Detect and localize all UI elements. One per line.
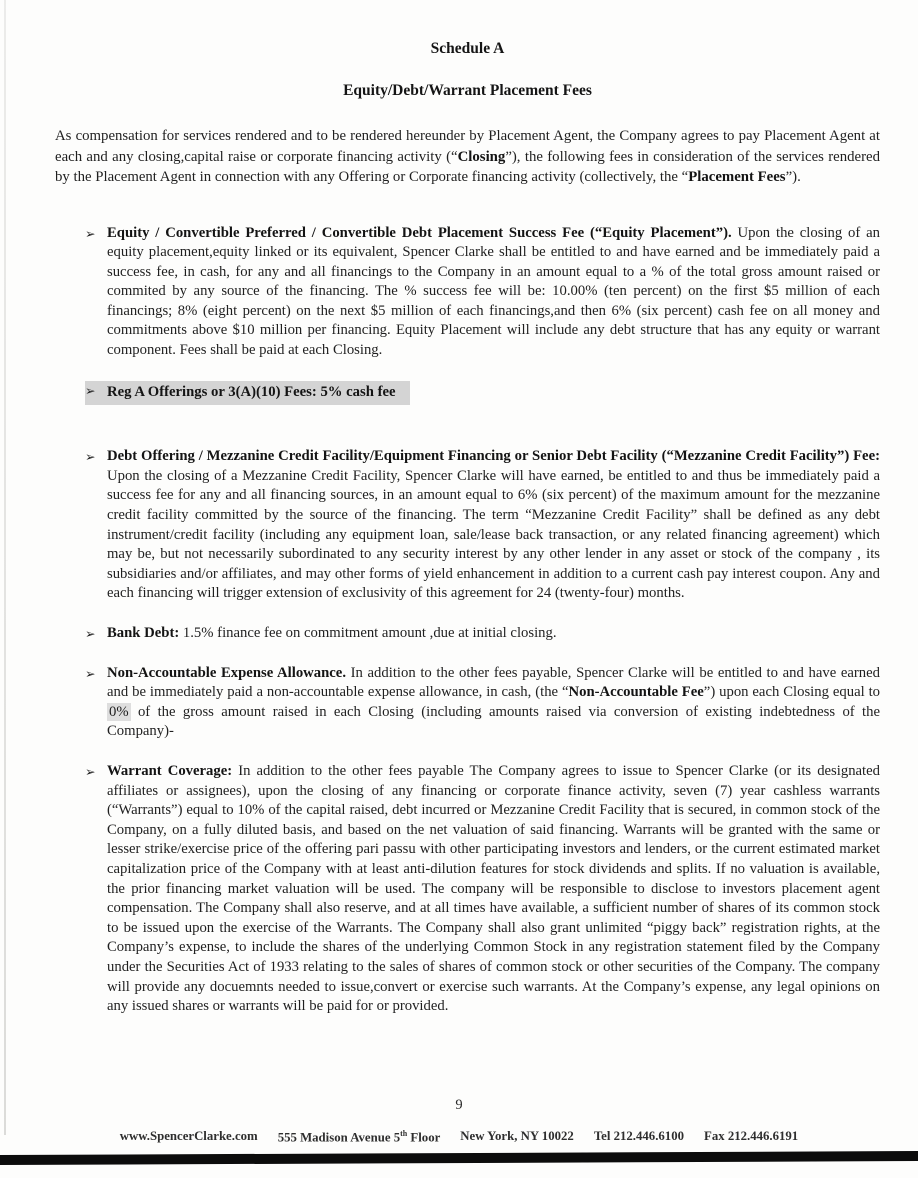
bullet-arrow-icon: ➢ <box>85 666 96 681</box>
page-title: Schedule A <box>430 40 505 57</box>
footer-tel: Tel 212.446.6100 <box>593 1128 684 1143</box>
page-subtitle: Equity/Debt/Warrant Placement Fees <box>343 82 592 99</box>
bullet-arrow-icon: ➢ <box>85 627 96 641</box>
page-number: 9 <box>455 1097 463 1113</box>
intro-paragraph: As compensation for services rendered and to be rendered hereunder by Placement Agent, the Company agrees to pay Placement Agent at each and any closing,capital raise or corporate financing activity (“Closing”), the following fees in consideration of the services rendered by the Placement Agent in connection with any Offering or Corporate financing activity (collectively, the “Placement Fees”). <box>55 128 881 185</box>
fee-bullet-item <box>85 624 880 644</box>
bullet-text: Reg A Offerings or 3(A)(10) Fees: 5% cash fee <box>107 383 396 400</box>
bullet-arrow-icon: ➢ <box>85 226 96 241</box>
bullet-arrow-icon: ➢ <box>85 383 96 398</box>
bullet-text: Non-Accountable Expense Allowance. In addition to the other fees payable, Spencer Clarke will be entitled to and have earned and be immediately paid a non-accountable expense allowance, in cash, (the “Non-Accountable Fee”) upon each Closing equal to 0% of the gross amount raised in each Closing (including amounts raised via conversion of existing indebtedness of the Company)- <box>107 664 881 740</box>
bullet-arrow-icon: ➢ <box>85 764 96 779</box>
footer-website: www.SpencerClarke.com <box>119 1128 258 1143</box>
bullet-text: Equity / Convertible Preferred / Convertible Debt Placement Success Fee (“Equity Placement”). Upon the closing of an equity placement,equity linked or its equivalent, Spencer Clarke shall be entitled to and have earned and be immediately paid a success fee, in cash, for any and all financings to the Company in an amount equal to a % of the total gross amount raised or commited by any source of the financing. The % success fee will be: 10.00% (ten percent) on the first $5 million of each financings; 8% (eight percent) on the next $5 million of each financings,and then 6% (six percent) cash fee on all money and commitments above $10 million per financing. Equity Placement will include any debt structure that has any equity or warrant component. Fees shall be paid at each Closing. <box>107 224 881 359</box>
bullet-text: Debt Offering / Mezzanine Credit Facility/Equipment Financing or Senior Debt Facility (“Mezzanine Credit Facility”) Fee: Upon the closing of a Mezzanine Credit Facility, Spencer Clarke will have earned, be entitled to and thus be immediately paid a success fee for any and all financing sources, in an amount equal to 6% (six percent) of the maximum amount for the mezzanine credit facility committed by the source of the financing. The term “Mezzanine Credit Facility” shall be defined as any debt instrument/credit facility (including any equipment loan, sale/lease back transaction, or any related financing agreement) which may be, but not necessarily subordinated to any security interest by any other lender in any asset or stock of the company , its subsidiaries and/or affiliates, and may other forms of yield enhancement in addition to a current cash pay interest coupon. Any and each financing will trigger extension of exclusivity of this agreement for 24 (twenty-four) months. <box>107 448 880 602</box>
fee-bullet-list <box>85 224 880 1017</box>
scan-edge-artifact-bottom <box>0 1151 918 1165</box>
page-footer <box>0 1129 918 1145</box>
scan-edge-artifact-left <box>4 0 6 1135</box>
bullet-text: Bank Debt: 1.5% finance fee on commitment amount ,due at initial closing. <box>107 625 557 641</box>
footer-address: 555 Madison Avenue 5th Floor <box>277 1128 441 1144</box>
bullet-text: Warrant Coverage: In addition to the other fees payable The Company agrees to issue to Spencer Clarke (or its designated affiliates or assignees), upon the closing of any financing or corporate finance activity, seven (7) year cashless warrants (“Warrants”) equal to 10% of the capital raised, debt incurred or Mezzanine Credit Facility that is secured, in common stock of the Company, on a fully diluted basis, and based on the net valuation of said financing. Warrants will be granted with the same or lesser strike/exercise price of the offering pari passu with other participating investors and lenders, or the current estimated market capitalization price of the Company with at least anti-dilution features for stock dividends and splits. If no valuation is available, the prior financing market valuation will be used. The company will be responsible to disclose to investors placement agent compensation. The Company shall also reserve, and at all times have available, a sufficient number of shares of its common stock to be issued upon the exercise of the Warrants. The Company shall also grant unlimited “piggy back” registration rights, at the Company’s expense, to include the shares of the underlying Common Stock in any registration statement filed by the Company under the Securities Act of 1933 relating to the sales of shares of common stock or other securities of the Company. The company will provide any docuemnts needed to issue,convert or exercise such warrants. At the Company’s expense, any legal opinions on any issued shares or warrants will be paid for or provided. <box>107 762 881 1015</box>
fee-bullet-item <box>85 762 880 1017</box>
footer-city: New York, NY 10022 <box>460 1128 574 1143</box>
fee-bullet-item <box>85 381 410 406</box>
fee-bullet-item <box>85 447 880 604</box>
fee-bullet-item <box>85 664 880 742</box>
bullet-arrow-icon: ➢ <box>85 450 96 465</box>
fee-bullet-item <box>85 224 880 361</box>
footer-fax: Fax 212.446.6191 <box>704 1128 799 1143</box>
